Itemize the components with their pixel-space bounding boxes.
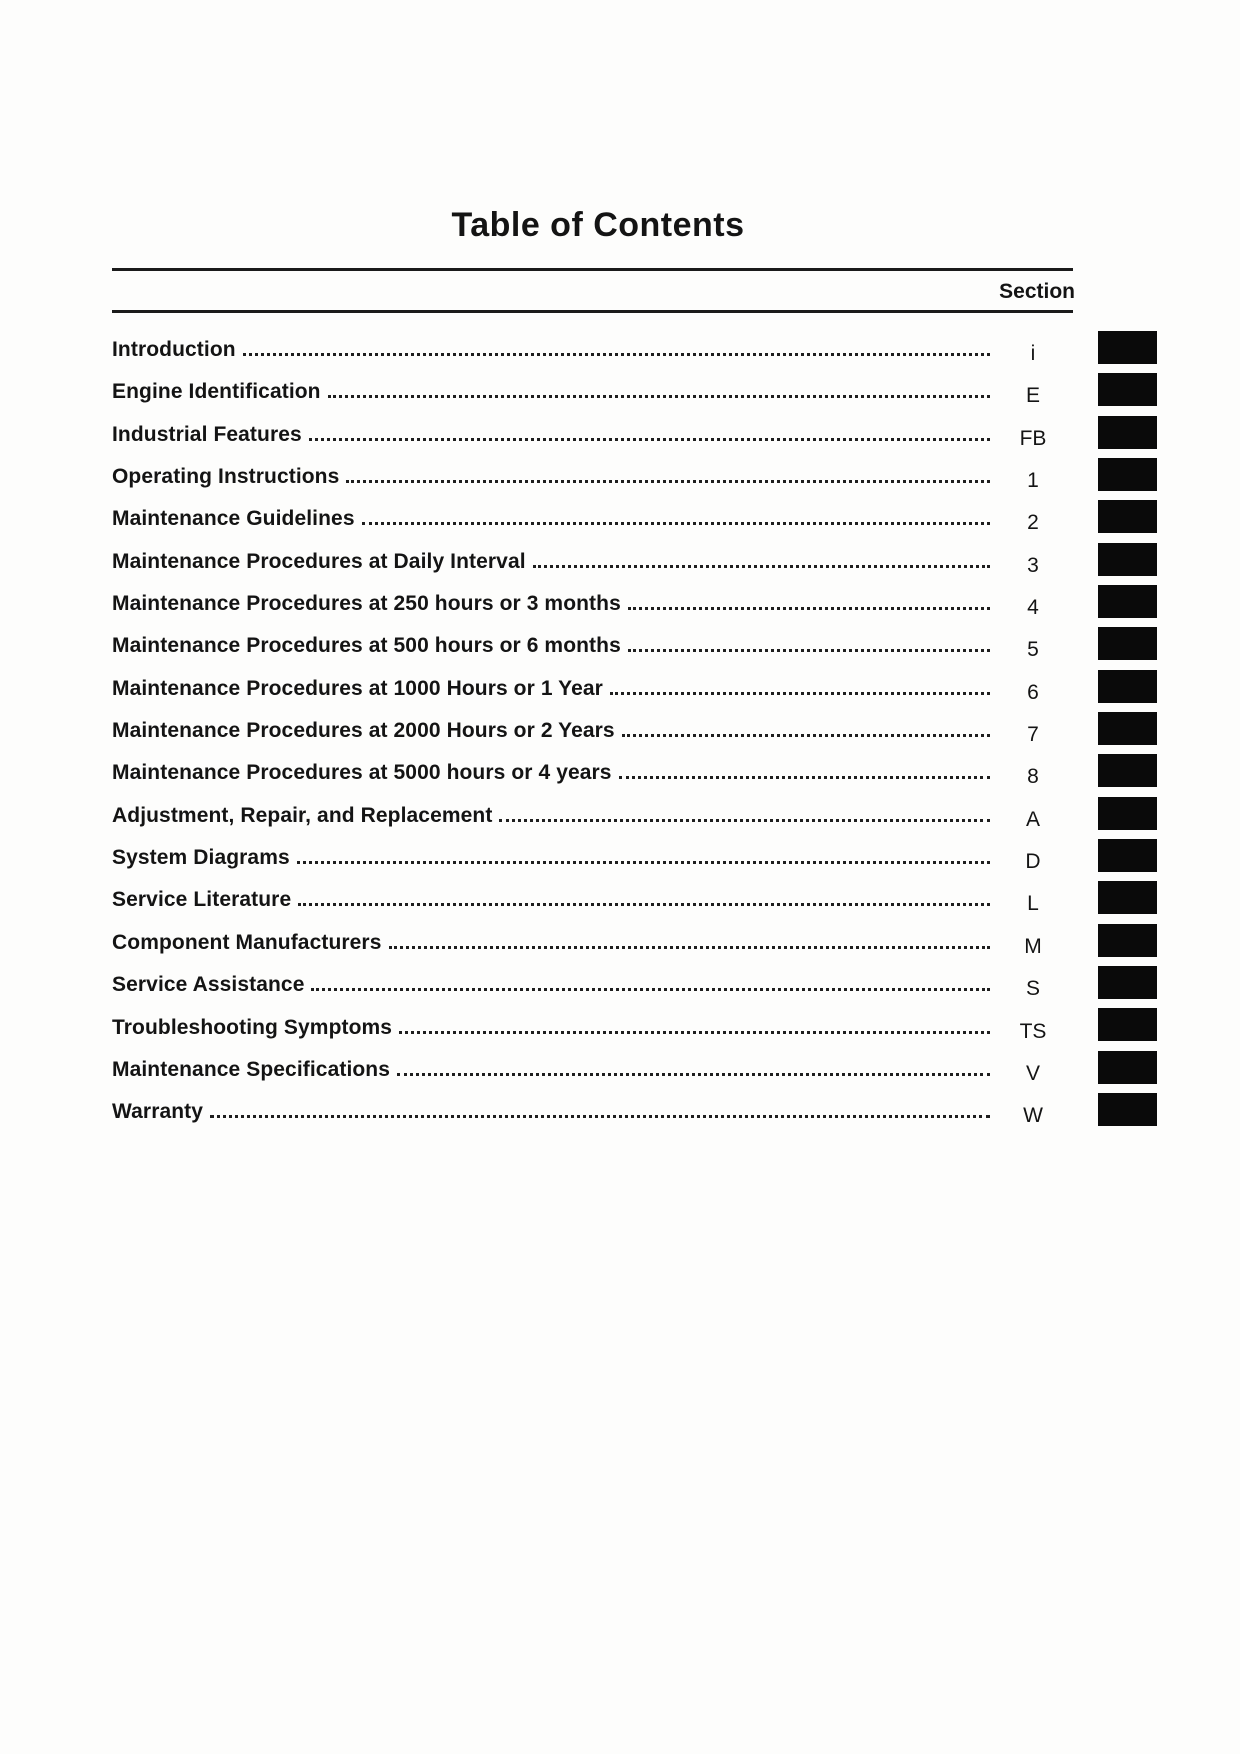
dot-leader <box>499 819 990 822</box>
toc-entry-section-code: W <box>1023 1104 1043 1128</box>
toc-entry-section-code: 6 <box>1027 680 1039 704</box>
toc-entry <box>112 1057 1068 1099</box>
toc-entry-label: Maintenance Procedures at 1000 Hours or 1 Year <box>112 676 603 700</box>
toc-entry-label: Maintenance Procedures at 5000 hours or 4 years <box>112 761 612 785</box>
toc-entry-label: Maintenance Guidelines <box>112 507 355 531</box>
toc-entry-label: Warranty <box>112 1100 204 1124</box>
toc-entry-section-code: 2 <box>1027 511 1039 535</box>
dot-leader <box>298 903 990 906</box>
dot-leader <box>610 692 990 695</box>
toc-entry-section-code: V <box>1025 1061 1040 1085</box>
toc-entry <box>112 591 1068 633</box>
dot-leader <box>389 946 991 949</box>
toc-entry-section-code: S <box>1025 977 1040 1001</box>
dot-leader <box>311 988 990 991</box>
toc-entry <box>112 718 1068 760</box>
section-column-header: Section <box>999 280 1075 303</box>
toc-entry-label: Maintenance Procedures at 500 hours or 6 months <box>112 634 621 658</box>
thumb-tab <box>1098 881 1157 914</box>
toc-entry-section-code: 1 <box>1027 469 1039 493</box>
toc-entry-section-code: 3 <box>1027 553 1039 577</box>
thumb-tab <box>1098 585 1157 618</box>
thumb-tab <box>1098 543 1157 576</box>
toc-entry-section-code: FB <box>1019 426 1047 450</box>
thumb-tab <box>1098 416 1157 449</box>
toc-entry-label: Service Literature <box>112 888 292 912</box>
toc-entry <box>112 1099 1068 1141</box>
dot-leader <box>210 1115 990 1118</box>
toc-entry <box>112 930 1068 972</box>
thumb-tab <box>1098 331 1157 364</box>
toc-entry-section-code: L <box>1027 892 1039 916</box>
thumb-tab <box>1098 966 1157 999</box>
toc-entry <box>112 676 1068 718</box>
page-title: Table of Contents <box>451 206 745 244</box>
toc-entry-label: Introduction <box>112 338 236 361</box>
header-rule-bottom <box>112 310 1073 313</box>
toc-entry <box>112 972 1068 1014</box>
thumb-tab <box>1098 754 1157 787</box>
toc-entry <box>112 464 1068 506</box>
toc-entry-section-code: TS <box>1019 1019 1047 1043</box>
toc-entry-label: Engine Identification <box>112 380 321 404</box>
toc-entry <box>112 887 1068 929</box>
dot-leader <box>399 1031 990 1034</box>
thumb-tab <box>1098 1093 1157 1126</box>
thumb-tab <box>1098 1051 1157 1084</box>
thumb-tab <box>1098 712 1157 745</box>
dot-leader <box>346 480 990 483</box>
toc-entry-section-code: i <box>1030 342 1036 365</box>
dot-leader <box>628 607 990 610</box>
toc-entry-label: Maintenance Procedures at 2000 Hours or 2 Years <box>112 719 615 743</box>
toc-entry-label: Maintenance Procedures at Daily Interval <box>112 549 526 573</box>
header-rule-top <box>112 268 1073 271</box>
toc-list <box>112 337 1068 1142</box>
thumb-tab <box>1098 797 1157 830</box>
dot-leader <box>309 438 990 441</box>
thumb-tab <box>1098 924 1157 957</box>
toc-entry <box>112 337 1068 379</box>
toc-entry-label: Operating Instructions <box>112 465 340 489</box>
dot-leader <box>619 776 990 779</box>
toc-entry <box>112 379 1068 421</box>
dot-leader <box>533 565 990 568</box>
toc-entry <box>112 1015 1068 1057</box>
toc-entry <box>112 549 1068 591</box>
toc-entry <box>112 845 1068 887</box>
toc-entry-section-code: E <box>1025 384 1040 408</box>
thumb-tab <box>1098 373 1157 406</box>
toc-entry <box>112 760 1068 802</box>
dot-leader <box>243 353 990 356</box>
toc-entry-label: Adjustment, Repair, and Replacement <box>112 803 493 827</box>
thumb-tab <box>1098 670 1157 703</box>
dot-leader <box>622 734 990 737</box>
dot-leader <box>362 522 990 525</box>
toc-entry-section-code: 5 <box>1027 638 1039 662</box>
toc-entry-label: Industrial Features <box>112 422 302 446</box>
toc-entry-section-code: D <box>1025 850 1041 874</box>
toc-entry <box>112 803 1068 845</box>
thumb-tab <box>1098 458 1157 491</box>
dot-leader <box>397 1073 990 1076</box>
thumb-tab <box>1098 627 1157 660</box>
toc-entry-label: Troubleshooting Symptoms <box>112 1015 393 1039</box>
toc-entry-section-code: M <box>1024 934 1042 958</box>
toc-entry <box>112 422 1068 464</box>
thumb-tab <box>1098 1008 1157 1041</box>
toc-entry-label: System Diagrams <box>112 846 290 870</box>
toc-entry-section-code: 7 <box>1027 723 1039 747</box>
toc-entry <box>112 506 1068 548</box>
toc-entry-label: Maintenance Specifications <box>112 1057 391 1081</box>
toc-entry-label: Component Manufacturers <box>112 930 382 954</box>
dot-leader <box>297 861 990 864</box>
toc-entry-label: Service Assistance <box>112 973 305 997</box>
toc-entry-label: Maintenance Procedures at 250 hours or 3 months <box>112 592 621 616</box>
toc-entry <box>112 633 1068 675</box>
dot-leader <box>328 395 990 398</box>
toc-entry-section-code: 8 <box>1027 765 1039 789</box>
thumb-tab <box>1098 839 1157 872</box>
dot-leader <box>628 649 990 652</box>
toc-entry-section-code: A <box>1025 807 1040 831</box>
toc-entry-section-code: 4 <box>1027 596 1039 620</box>
thumb-tab <box>1098 500 1157 533</box>
